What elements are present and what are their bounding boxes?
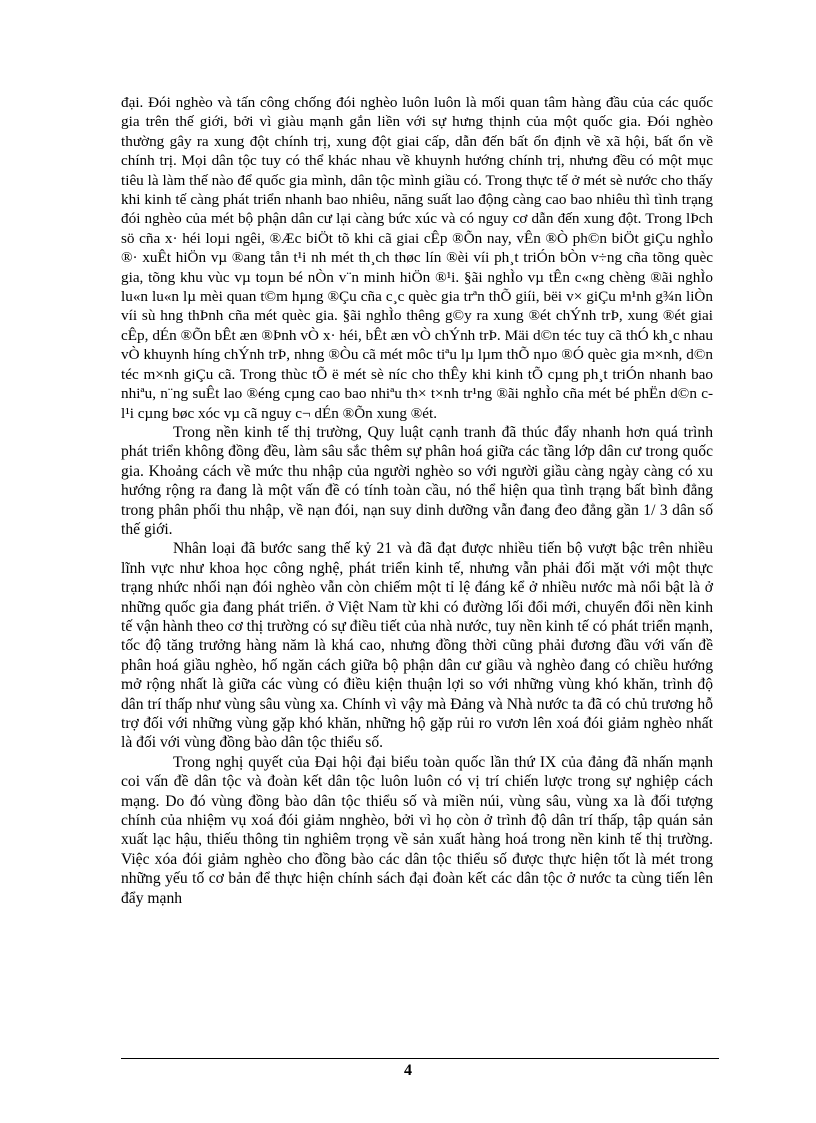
paragraph-4: Trong nghị quyết của Đại hội đại biểu toàn quốc lần thứ IX của đảng đã nhấn mạnh coi vấn đề dân tộc và đoàn kết dân tộc luôn luôn có vị trí chiến lược trong sự nghiệp cách mạng. Do đó vùng đồng bào dân tộc thiểu số và miền núi, vùng sâu, vùng xa là đối tượng chính của nhiệm vụ xoá đói giảm nnghèo, bởi vì họ còn ở trình độ dân trí thấp, tập quán sản xuất lạc hậu, thiếu thông tin nghiêm trọng về sản xuất hàng hoá trong nền kinh tế thị trường. Việc xóa đói giảm nghèo cho đồng bào các dân tộc thiểu số được thực hiện tốt là mét trong những yếu tố cơ bản để thực hiện chính sách đại đoàn kết các dân tộc ở nước ta cùng tiến lên đẩy mạnh	[121, 753, 713, 907]
paragraph-3: Nhân loại đã bước sang thế kỷ 21 và đã đạt được nhiều tiến bộ vượt bậc trên nhiều lĩnh vực như khoa học công nghệ, phát triển kinh tế, nhưng vẫn phải đối mặt với một thực trạng nhức nhối nạn đói nghèo vẫn còn chiếm một tỉ lệ đáng kể ở nhiều nước mà nổi bật là ở những quốc gia đang phát triển. ở Việt Nam từ khi có đường lối đổi mới, chuyển đổi nền kinh tế vận hành theo cơ thị trường có sự điều tiết của nhà nước, tuy nền kinh tế có phát triển mạnh, tốc độ tăng trưởng hàng năm là khá cao, nhưng đồng thời cũng phải đương đầu với vấn đề phân hoá giầu nghèo, hố ngăn cách giữa bộ phận dân cư giầu và nghèo đang có chiều hướng mở rộng nhất là giữa các vùng có điều kiện thuận lợi so với những vùng khó khăn, trình độ dân trí thấp như vùng sâu vùng xa. Chính vì vậy mà Đảng và Nhà nước ta đã có chủ trương hỗ trợ đối với những vùng gặp khó khăn, những hộ gặp rủi ro vươn lên xoá đói giảm nghèo nhất là đối với vùng đồng bào dân tộc thiểu số.	[121, 540, 713, 752]
page-number: 4	[404, 1062, 412, 1079]
paragraph-2: Trong nền kinh tế thị trường, Quy luật cạnh tranh đã thúc đẩy nhanh hơn quá trình phát triển không đồng đều, làm sâu sắc thêm sự phân hoá giữa các tầng lớp dân cư trong quốc gia. Khoảng cách về mức thu nhập của người nghèo so với người giầu càng ngày càng có xu hướng rộng ra đang là một vấn đề có tính toàn cầu, nó thể hiện qua tình trạng bất bình đẳng trong phân phối thu nhập, về nạn đói, nạn suy dinh dưỡng vẫn đang đeo đẳng gần 1/ 3 dân số thế giới.	[121, 423, 713, 538]
body-text	[121, 93, 713, 908]
paragraph-1: đại. Đói nghèo và tấn công chống đói nghèo luôn luôn là mối quan tâm hàng đầu của các quốc gia trên thế giới, bởi vì giàu mạnh gắn liền với sự hưng thịnh của một quốc gia. Đói nghèo thường gây ra xung đột chính trị, xung đột giai cấp, dẫn đến bất ổn định về xã hội, bất ổn về chính trị. Mọi dân tộc tuy có thể khác nhau về khuynh hướng chính trị, nhưng đều có một mục tiêu là làm thế nào để quốc gia mình, dân tộc mình giầu có. Trong thực tế ở mét sè nước cho thấy khi kinh tế càng phát triển nhanh bao nhiêu, năng suất lao động càng cao bao nhiêu thì tình trạng đói nghèo của mét bộ phận dân cư lại càng bức xúc và có nguy cơ dẫn đến xung đột. Trong lÞch sö cña x· héi loµi ngêi, ®Æc biÖt tõ khi cã giai cÊp ®Õn nay, vÊn ®Ò ph©n biÖt giÇu nghÌo ®· xuÊt hiÖn vµ ®ang tån t¹i nh mét th¸ch thøc lín ®èi víi ph¸t triÓn bÒn v÷ng cña tõng quèc gia, tõng khu vùc vµ toµn bé nÒn v¨n minh hiÖn ®¹i. §ãi nghÌo vµ tÊn c«ng chèng ®ãi nghÌo lu«n lu«n lµ mèi quan t©m hµng ®Çu cña c¸c quèc gia trªn thÕ giíi, bëi v× giÇu m¹nh g¾n liÒn víi sù hng thÞnh cña mét quèc gia. §ãi nghÌo thêng g©y ra xung ®ét chÝnh trÞ, xung ®ét giai cÊp, dÉn ®Õn bÊt æn ®Þnh vÒ x· héi, bÊt æn vÒ chÝnh trÞ. Mäi d©n téc tuy cã thÓ kh¸c nhau vÒ khuynh híng chÝnh trÞ, nhng ®Òu cã mét môc tiªu lµ lµm thÕ nµo ®Ó quèc gia m×nh, d©n téc m×nh giÇu cã. Trong thùc tÕ ë mét sè níc cho thÊy khi kinh tÕ cµng ph¸t triÓn nhanh bao nhiªu, n¨ng suÊt lao ®éng cµng cao bao nhiªu th× t×nh tr¹ng ®ãi nghÌo cña mét bé phËn d©n c l¹i cµng bøc xóc vµ cã nguy c¬ dÉn ®Õn xung ®ét.	[121, 94, 713, 422]
footer-divider	[121, 1058, 719, 1059]
